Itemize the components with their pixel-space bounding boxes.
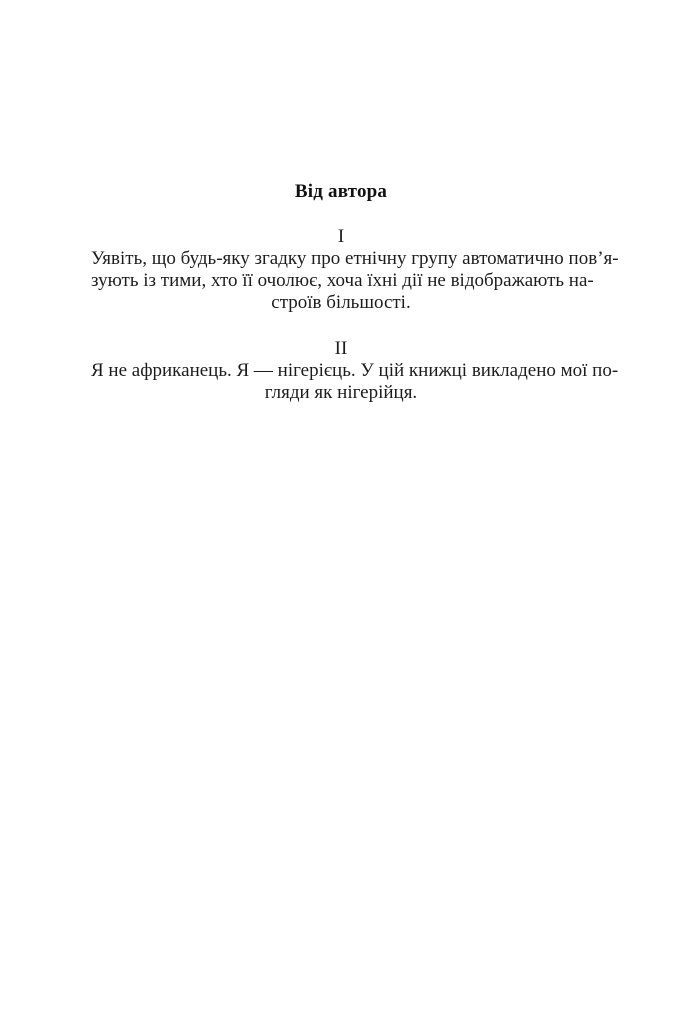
section-one-line-3: строїв більшості. [271, 292, 411, 313]
section-one-numeral: I [337, 226, 345, 247]
section-two-line-2: гляди як нігерійця. [264, 382, 418, 403]
section-two [91, 338, 619, 404]
section-one-line-1: Уявіть, що будь-яку згадку про етнічну групу автоматично пов’я- [91, 248, 619, 269]
section-two-line-1: Я не африканець. Я — нігерієць. У цій книжці викладено мої по- [91, 360, 619, 381]
page-content [91, 181, 619, 404]
page-title: Від автора [294, 181, 388, 202]
section-two-numeral: II [334, 338, 348, 359]
section-one [91, 226, 619, 314]
section-one-line-2: зують із тими, хто її очолює, хоча їхні дії не відображають на- [91, 270, 594, 291]
